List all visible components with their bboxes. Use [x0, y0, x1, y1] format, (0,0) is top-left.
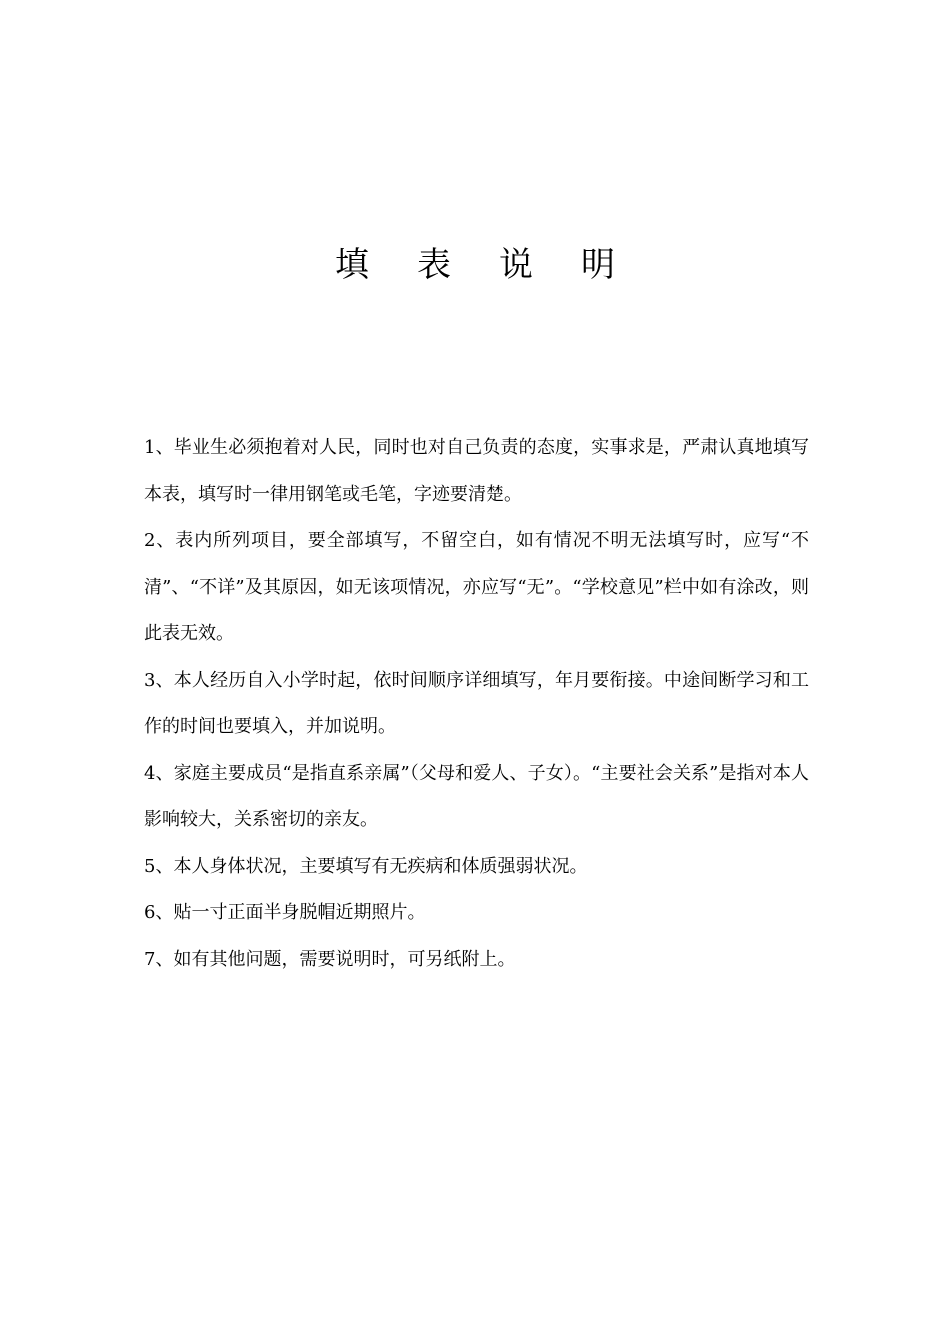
- instruction-item-1: 1、毕业生必须抱着对人民，同时也对自己负责的态度，实事求是，严肃认真地填写本表，填写时一律用钢笔或毛笔，字迹要清楚。: [144, 437, 809, 505]
- instruction-item-3: 3、本人经历自入小学时起，依时间顺序详细填写，年月要衔接。中途间断学习和工作的时间也要填入，并加说明。: [144, 669, 809, 737]
- title-char-3: 说: [499, 245, 533, 285]
- page-title: [0, 245, 950, 285]
- title-char-2: 表: [417, 245, 451, 285]
- instruction-item-6: 6、贴一寸正面半身脱帽近期照片。: [144, 902, 426, 923]
- title-char-4: 明: [581, 245, 615, 285]
- title-char-1: 填: [335, 245, 369, 285]
- instructions-body: [144, 425, 809, 983]
- instruction-item-7: 7、如有其他问题，需要说明时，可另纸附上。: [144, 948, 516, 970]
- instruction-item-2: 2、表内所列项目，要全部填写，不留空白，如有情况不明无法填写时，应写“不清”、“不详”及其原因，如无该项情况，亦应写“无”。“学校意见”栏中如有涂改，则此表无效。: [144, 530, 809, 644]
- instruction-item-4: 4、家庭主要成员“是指直系亲属”（父母和爱人、子女）。“主要社会关系”是指对本人影响较大，关系密切的亲友。: [144, 762, 809, 830]
- instruction-item-5: 5、本人身体状况，主要填写有无疾病和体质强弱状况。: [144, 855, 588, 877]
